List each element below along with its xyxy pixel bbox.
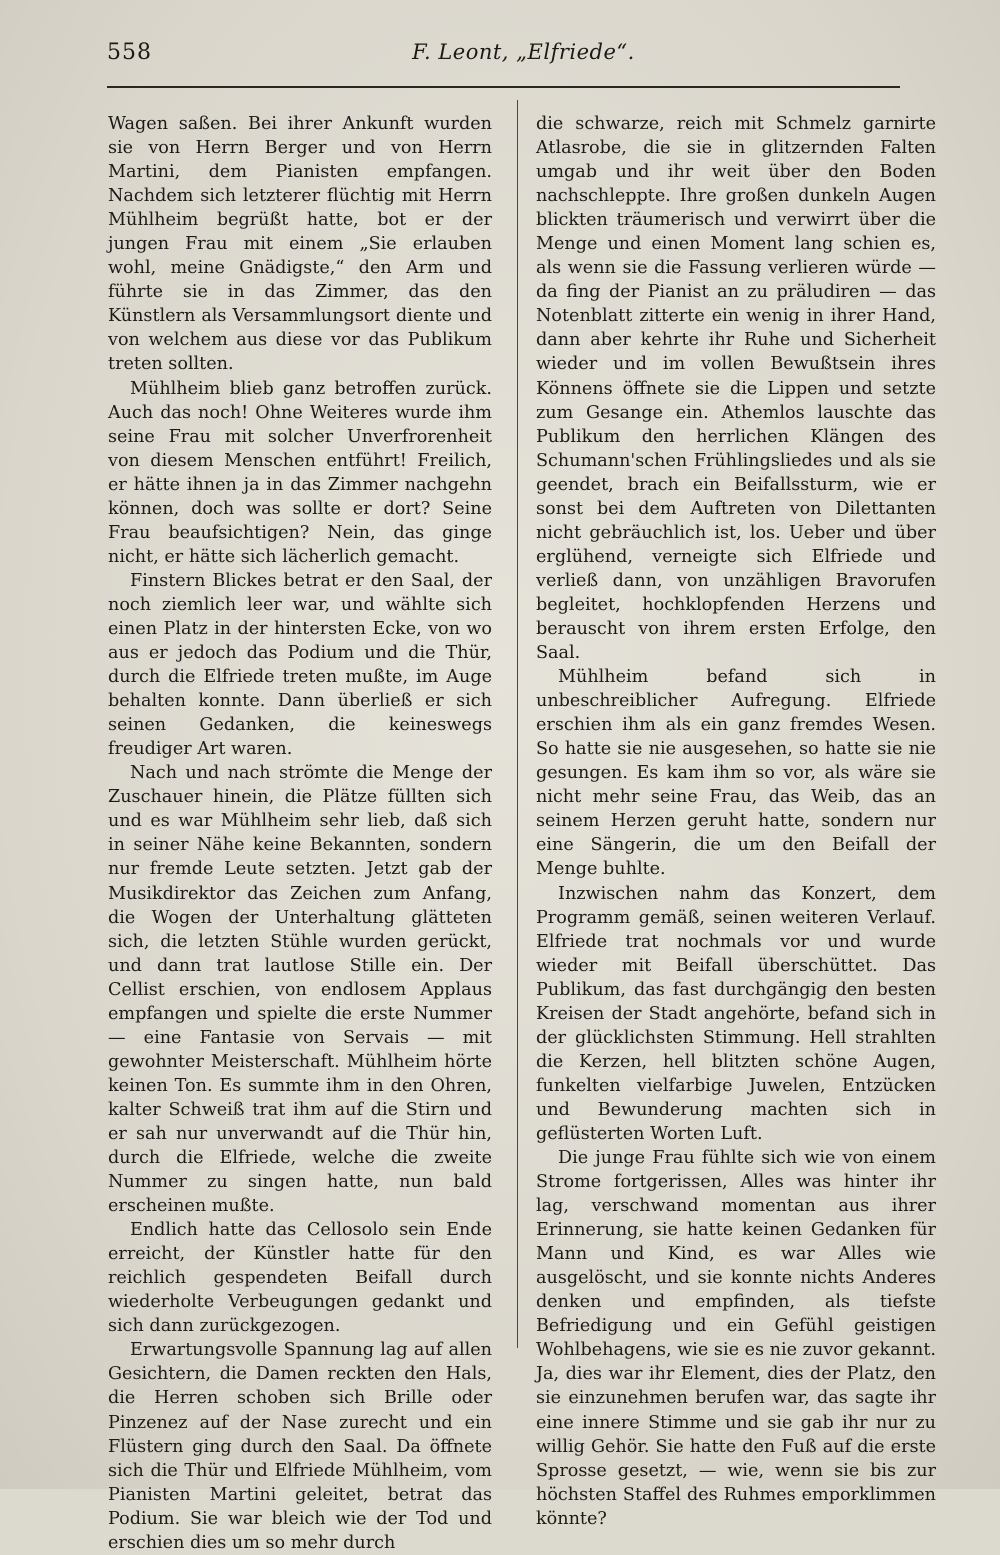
page-header (107, 40, 900, 80)
paragraph: Mühlheim befand sich in unbeschreiblicher Aufregung. Elfriede erschien ihm als ein ganz fremdes Wesen. So hatte sie nie ausgesehen, so hatte sie nie gesungen. Es kam ihm so vor, als wäre sie nicht mehr seine Frau, das Weib, das an seinem Herzen geruht hatte, sondern nur eine Sängerin, die um den Beifall der Menge buhlte. (536, 667, 936, 880)
left-column (108, 112, 492, 1555)
paragraph: Wagen saßen. Bei ihrer Ankunft wurden sie von Herrn Berger und von Herrn Martini, dem Pianisten empfangen. Nachdem sich letzterer flüchtig mit Herrn Mühlheim begrüßt hatte, bot er der jungen Frau mit einem „Sie erlauben wohl, meine Gnädigste,“ den Arm und führte sie in das Zimmer, das den Künstlern als Versammlungsort diente und von welchem aus diese vor das Publikum treten sollten. (108, 114, 492, 375)
paragraph: Mühlheim blieb ganz betroffen zurück. Auch das noch! Ohne Weiteres wurde ihm seine Frau mit solcher Unverfrorenheit von diesem Menschen entführt! Freilich, er hätte ihnen ja in das Zimmer nachgehn können, doch was sollte er dort? Seine Frau beaufsichtigen? Nein, das ginge nicht, er hätte sich lächerlich gemacht. (108, 378, 492, 567)
paragraph: die schwarze, reich mit Schmelz garnirte Atlasrobe, die sie in glitzernden Falten umgab und ihr weit über den Boden nachschleppte. Ihre großen dunkeln Augen blickten träumerisch und verwirrt über die Menge und einen Moment lang schien es, als wenn sie die Fassung verlieren würde — da fing der Pianist an zu präludiren — das Notenblatt zitterte ein wenig in ihrer Hand, dann aber kehrte ihr Ruhe und Sicherheit wieder und im vollen Bewußtsein ihres Könnens öffnete sie die Lippen und setzte zum Gesange ein. Athemlos lauschte das Publikum den herrlichen Klängen des Schumann'schen Frühlingsliedes und als sie geendet, brach ein Beifallssturm, wie er sonst bei dem Auftreten von Dilettanten nicht gebräuchlich ist, los. Ueber und über erglühend, verneigte sich Elfriede und verließ dann, von unzähligen Bravorufen begleitet, hochklopfenden Herzens und berauscht von ihrem ersten Erfolge, den Saal. (536, 114, 936, 664)
paragraph: Nach und nach strömte die Menge der Zuschauer hinein, die Plätze füllten sich und es war Mühlheim sehr lieb, daß sich in seiner Nähe keine Bekannten, sondern nur fremde Leute setzten. Jetzt gab der Musikdirektor das Zeichen zum Anfang, die Wogen der Unterhaltung glätteten sich, die letzten Stühle wurden gerückt, und dann trat lautlose Stille ein. Der Cellist erschien, von endlosem Applaus empfangen und spielte die erste Nummer — eine Fantasie von Servais — mit gewohnter Meisterschaft. Mühlheim hörte keinen Ton. Es summte ihm in den Ohren, kalter Schweiß trat ihm auf die Stirn und er sah nur unverwandt auf die Thür hin, durch die Elfriede, welche die zweite Nummer zu singen hatte, nun bald erscheinen mußte. (108, 763, 492, 1217)
column-divider (517, 100, 518, 1348)
paragraph: Endlich hatte das Cellosolo sein Ende erreicht, der Künstler hatte für den reichlich gespendeten Beifall durch wiederholte Verbeugungen gedankt und sich dann zurückgezogen. (108, 1220, 492, 1337)
paragraph: Erwartungsvolle Spannung lag auf allen Gesichtern, die Damen reckten den Hals, die Herren schoben sich Brille oder Pinzenez auf der Nase zurecht und ein Flüstern ging durch den Saal. Da öffnete sich die Thür und Elfriede Mühlheim, vom Pianisten Martini geleitet, betrat das Podium. Sie war bleich wie der Tod und erschien dies um so mehr durch (108, 1340, 492, 1553)
right-column (536, 112, 936, 1531)
running-title: F. Leont, „Elfriede“. (412, 40, 635, 64)
paragraph: Die junge Frau fühlte sich wie von einem Strome fortgerissen, Alles was hinter ihr lag, verschwand momentan aus ihrer Erinnerung, sie hatte keinen Gedanken für Mann und Kind, es war Alles wie ausgelöscht, und sie konnte nichts Anderes denken und empfinden, als tiefste Befriedigung und ein Gefühl geistigen Wohlbehagens, wie sie es nie zuvor gekannt. Ja, dies war ihr Element, dies der Platz, den sie einzunehmen berufen war, das sagte ihr eine innere Stimme und sie gab ihr nur zu willig Gehör. Sie hatte den Fuß auf die erste Sprosse gesetzt, — wie, wenn sie bis zur höchsten Staffel des Ruhmes emporklimmen könnte? (536, 1148, 936, 1529)
header-rule (107, 86, 900, 88)
page-number: 558 (107, 40, 152, 65)
paragraph: Inzwischen nahm das Konzert, dem Programm gemäß, seinen weiteren Verlauf. Elfriede trat nochmals vor und wurde wieder mit Beifall überschüttet. Das Publikum, das fast durchgängig den besten Kreisen der Stadt angehörte, befand sich in der glücklichsten Stimmung. Hell strahlten die Kerzen, hell blitzten schöne Augen, funkelten vielfarbige Juwelen, Entzücken und Bewunderung machten sich in geflüsterten Worten Luft. (536, 883, 936, 1144)
paragraph: Finstern Blickes betrat er den Saal, der noch ziemlich leer war, und wählte sich einen Platz in der hintersten Ecke, von wo aus er jedoch das Podium und die Thür, durch die Elfriede treten mußte, im Auge behalten konnte. Dann überließ er sich seinen Gedanken, die keineswegs freudiger Art waren. (108, 570, 492, 760)
